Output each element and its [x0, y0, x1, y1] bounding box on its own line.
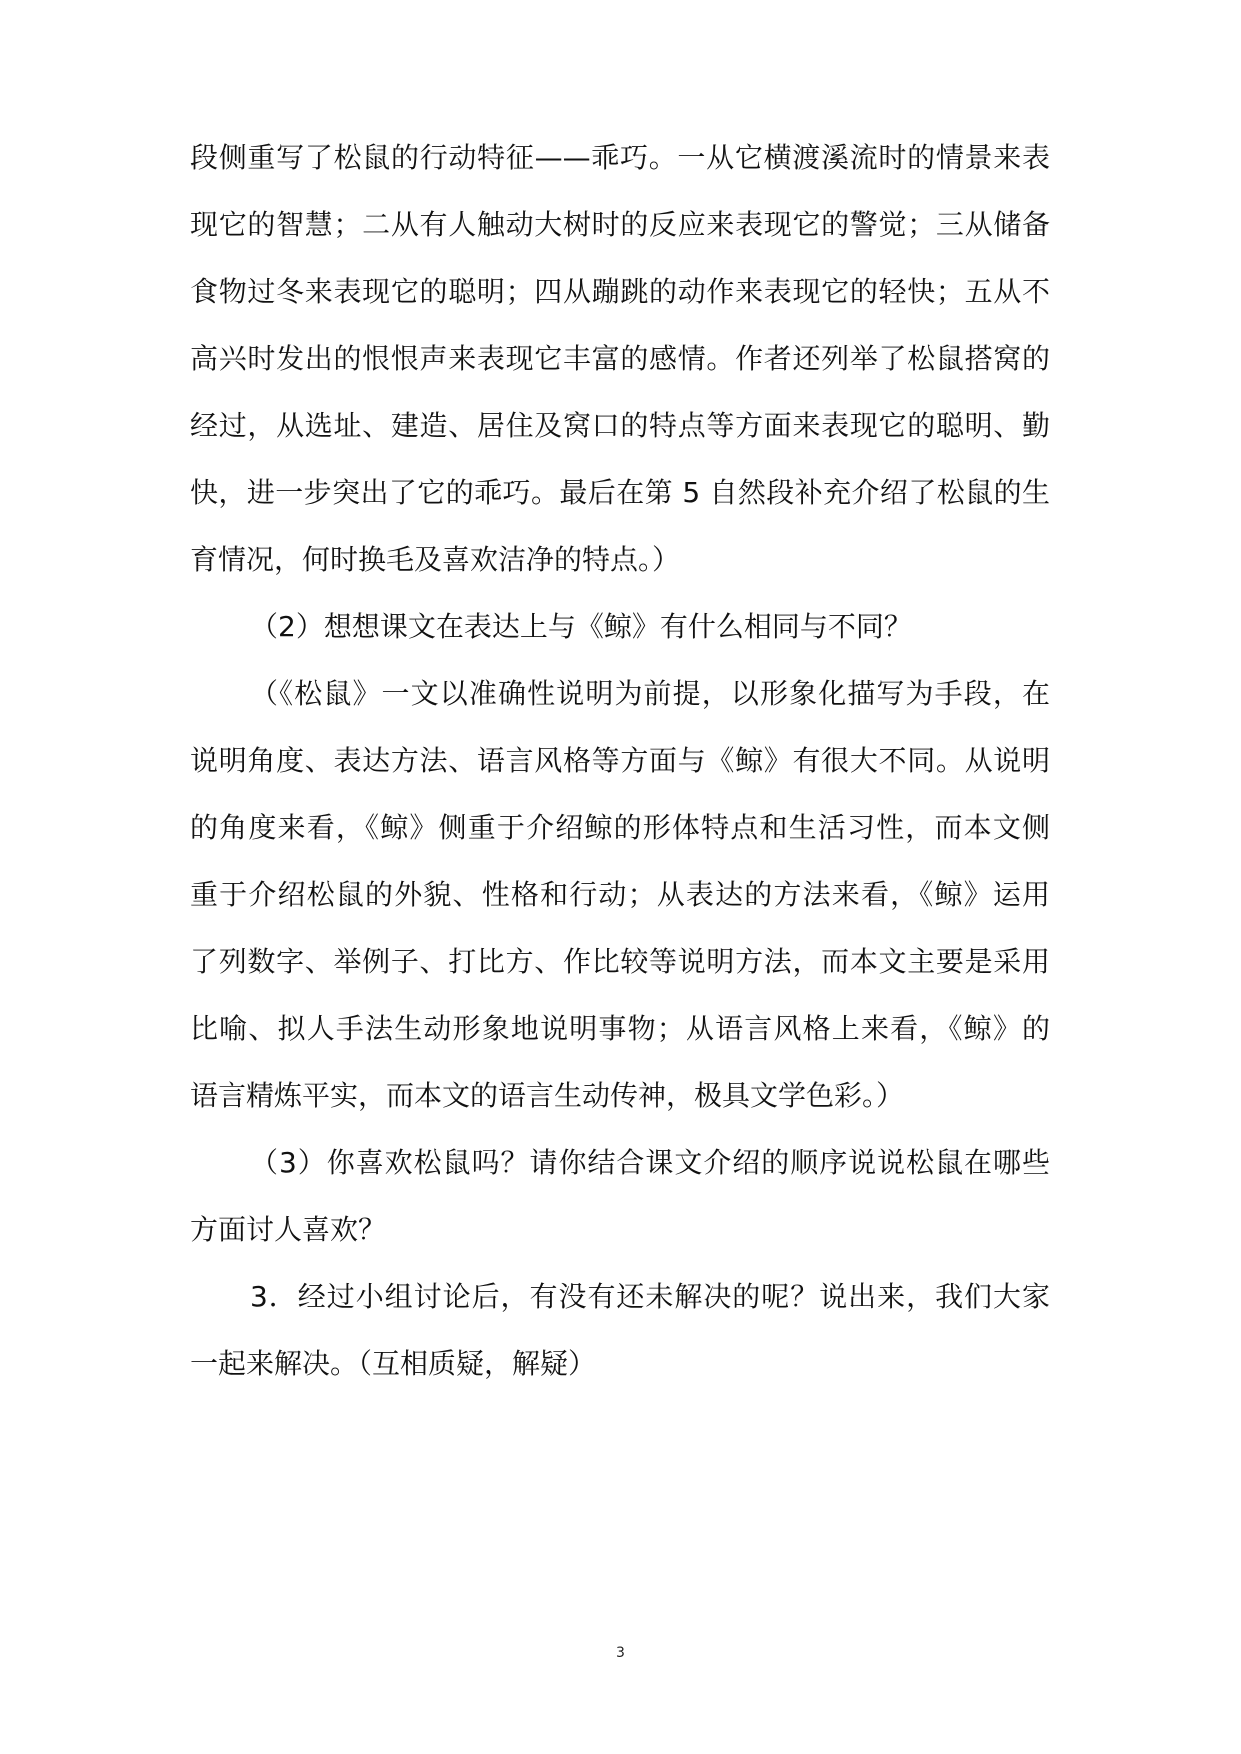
question-2: （2）想想课文在表达上与《鲸》有什么相同与不同？ [250, 610, 912, 643]
answer-2-line-5: 了列数字、举例子、打比方、作比较等说明方法，而本文主要是采用 [190, 945, 1050, 978]
body-line-4: 高兴时发出的恨恨声来表现它丰富的感情。作者还列举了松鼠搭窝的 [190, 342, 1050, 375]
body-line-7: 育情况，何时换毛及喜欢洁净的特点。） [190, 543, 681, 576]
body-line-5: 经过，从选址、建造、居住及窝口的特点等方面来表现它的聪明、勤 [190, 409, 1050, 442]
question-3-line-1: （3）你喜欢松鼠吗？请你结合课文介绍的顺序说说松鼠在哪些 [250, 1146, 1050, 1179]
question-3-line-2: 方面讨人喜欢？ [190, 1213, 387, 1246]
page-number: 3 [616, 1645, 625, 1661]
answer-2-line-1: （《松鼠》一文以准确性说明为前提，以形象化描写为手段，在 [250, 677, 1050, 710]
answer-2-line-6: 比喻、拟人手法生动形象地说明事物；从语言风格上来看，《鲸》的 [190, 1012, 1050, 1045]
body-line-6: 快，进一步突出了它的乖巧。最后在第 5 自然段补充介绍了松鼠的生 [190, 476, 1050, 509]
body-line-2: 现它的智慧；二从有人触动大树时的反应来表现它的警觉；三从储备 [190, 208, 1050, 241]
body-line-3: 食物过冬来表现它的聪明；四从蹦跳的动作来表现它的轻快；五从不 [190, 275, 1050, 308]
answer-2-line-3: 的角度来看，《鲸》侧重于介绍鲸的形体特点和生活习性，而本文侧 [190, 811, 1050, 844]
step-3-line-2: 一起来解决。（互相质疑，解疑） [190, 1347, 597, 1380]
step-3-line-1: 3．经过小组讨论后，有没有还未解决的呢？说出来，我们大家 [250, 1280, 1050, 1313]
body-line-1: 段侧重写了松鼠的行动特征——乖巧。一从它横渡溪流时的情景来表 [190, 141, 1050, 174]
answer-2-line-2: 说明角度、表达方法、语言风格等方面与《鲸》有很大不同。从说明 [190, 744, 1050, 777]
answer-2-line-7: 语言精炼平实，而本文的语言生动传神，极具文学色彩。） [190, 1079, 905, 1112]
answer-2-line-4: 重于介绍松鼠的外貌、性格和行动；从表达的方法来看，《鲸》运用 [190, 878, 1050, 911]
